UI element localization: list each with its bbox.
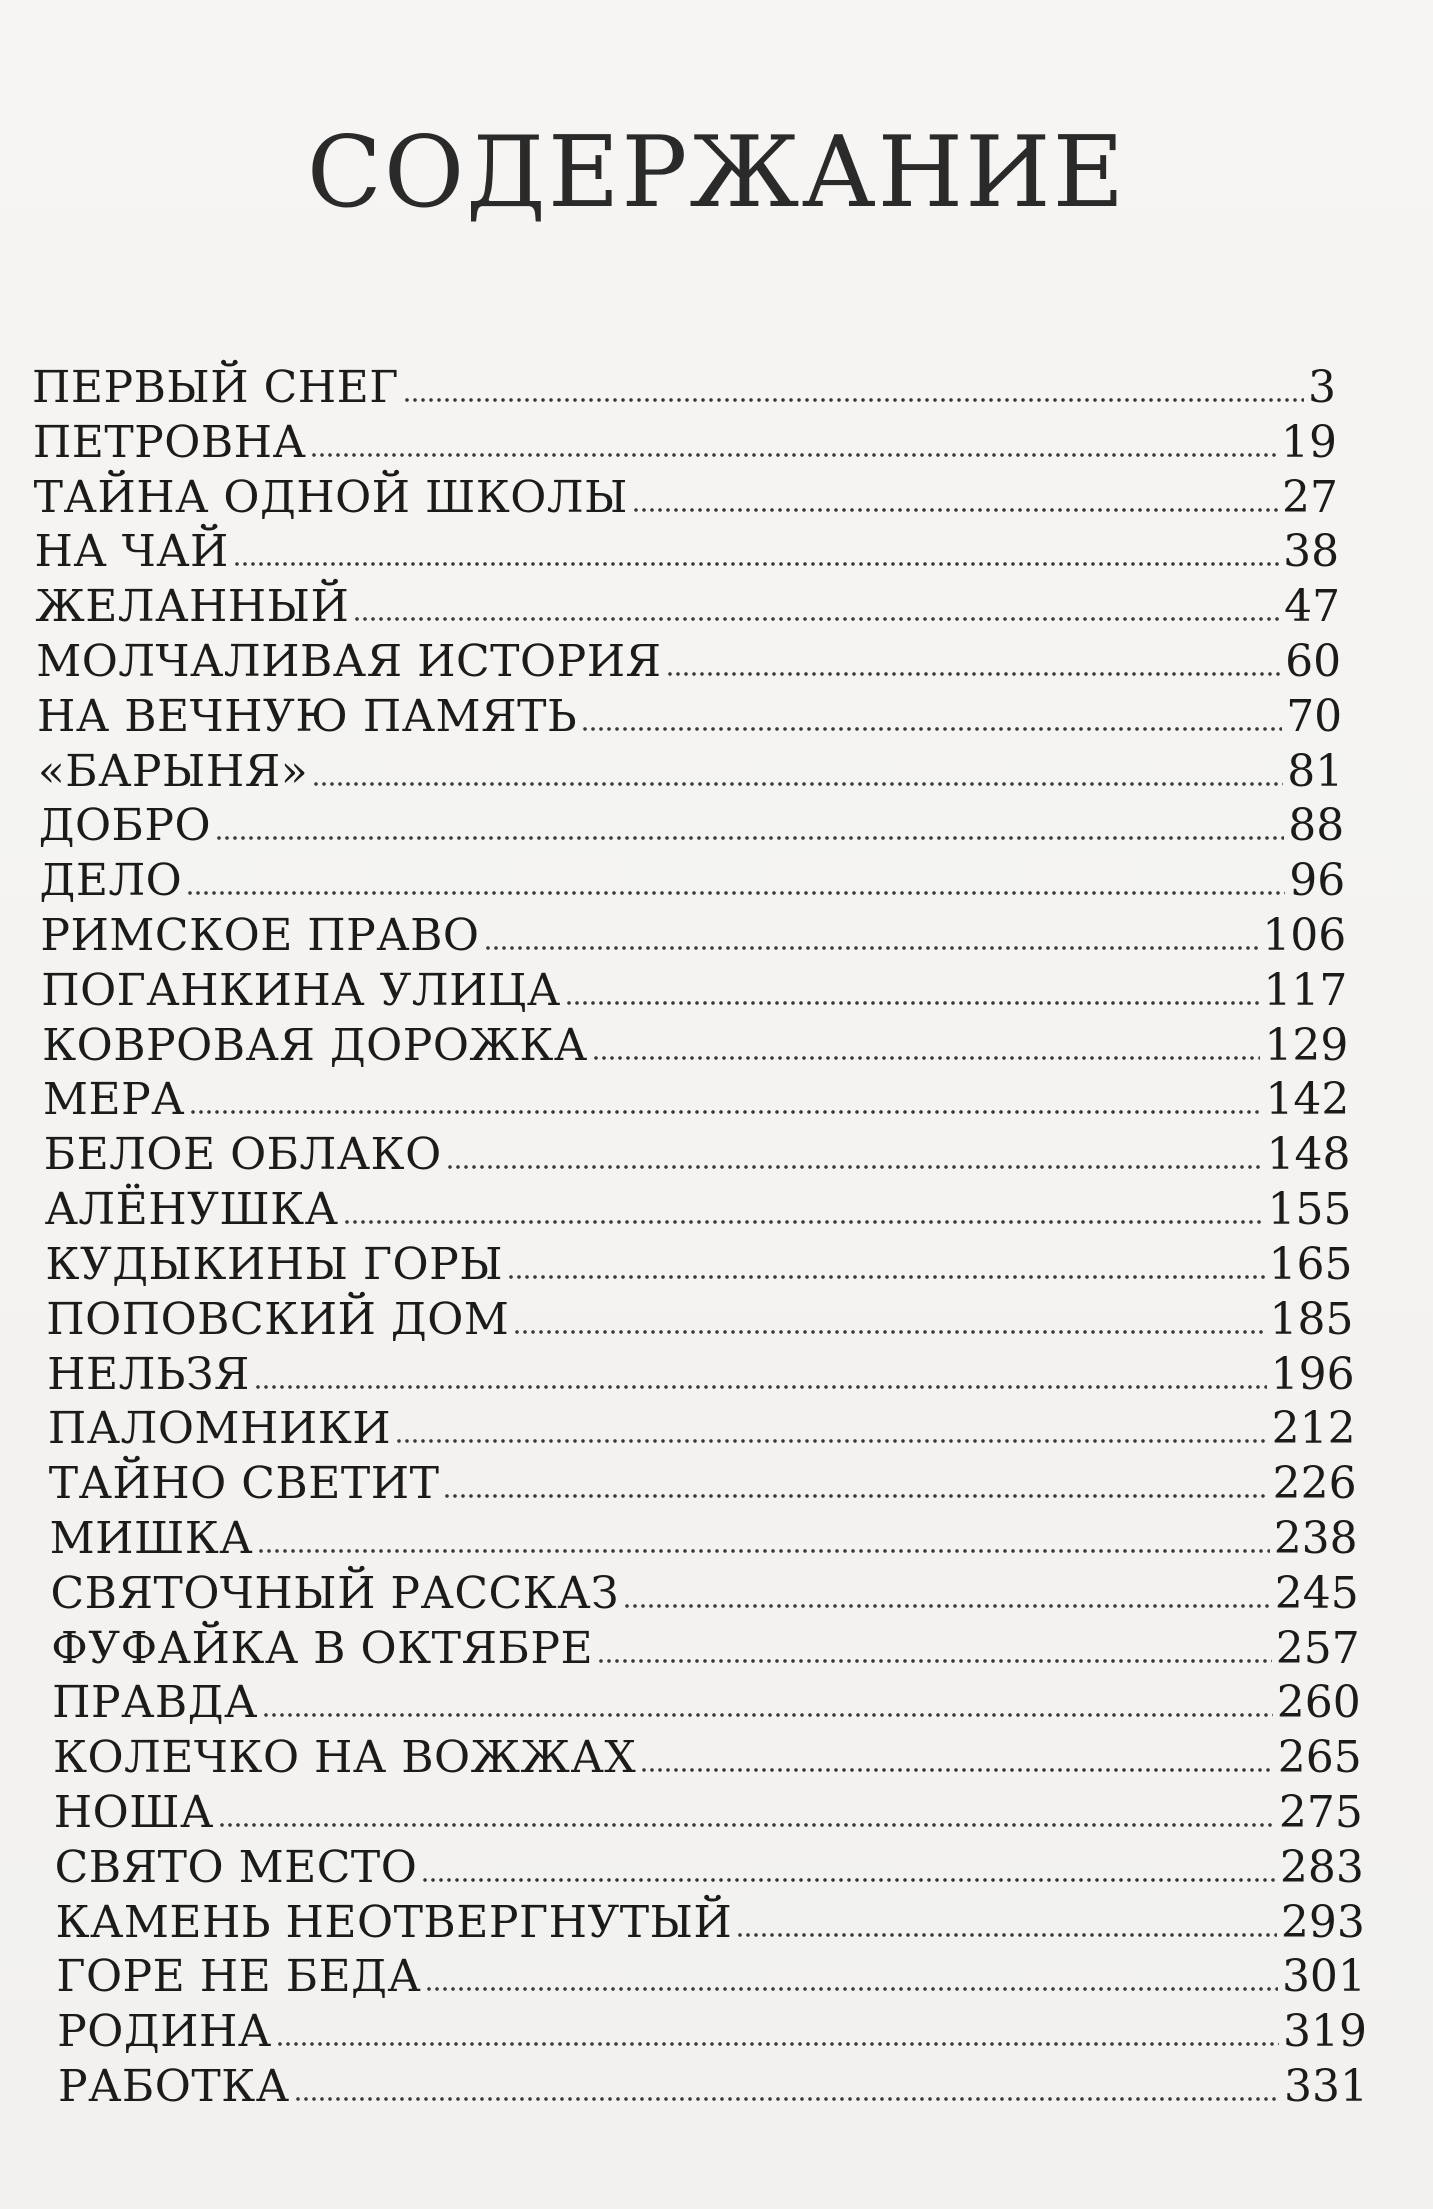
toc-entry <box>40 906 1347 962</box>
toc-entry <box>51 1619 1360 1674</box>
toc-dot-leader <box>513 1328 1265 1336</box>
toc-entry-page-number: 27 <box>1282 471 1339 523</box>
toc-entry-title: МЕРА <box>42 1074 185 1126</box>
toc-entry <box>42 1070 1350 1126</box>
toc-entry <box>33 468 1339 523</box>
toc-entry-title: МИШКА <box>49 1512 254 1564</box>
toc-entry-page-number: 301 <box>1281 1951 1366 2003</box>
page-title: СОДЕРЖАНИЕ <box>306 115 1127 230</box>
toc-entry <box>46 1290 1354 1345</box>
toc-entry <box>55 1893 1365 1948</box>
toc-entry-page-number: 19 <box>1281 416 1338 468</box>
toc-entry-title: КАМЕНЬ НЕОТВЕРГНУТЫЙ <box>55 1896 733 1948</box>
toc-entry <box>42 1016 1349 1071</box>
toc-dot-leader <box>507 1273 1265 1281</box>
toc-entry-title: НА ЧАЙ <box>34 526 229 578</box>
toc-entry <box>45 1235 1353 1290</box>
toc-entry-page-number: 155 <box>1267 1184 1352 1236</box>
toc-dot-leader <box>565 999 1260 1007</box>
toc-entry-page-number: 275 <box>1278 1786 1363 1838</box>
toc-entry-title: РОДИНА <box>57 2006 272 2058</box>
toc-entry-page-number: 226 <box>1272 1458 1357 1510</box>
toc-entry <box>37 742 1344 797</box>
toc-dot-leader <box>597 1657 1272 1665</box>
toc-entry-title: ТАЙНА ОДНОЙ ШКОЛЫ <box>33 471 628 523</box>
toc-entry <box>36 632 1342 688</box>
toc-entry-page-number: 148 <box>1266 1129 1351 1181</box>
toc-entry-page-number: 3 <box>1308 362 1336 413</box>
toc-entry-title: ДЕЛО <box>39 855 183 907</box>
toc-entry-page-number: 212 <box>1271 1403 1356 1455</box>
toc-entry-page-number: 70 <box>1286 690 1343 742</box>
toc-entry <box>48 1454 1357 1510</box>
toc-entry <box>57 2002 1367 2058</box>
toc-entry-title: ПОПОВСКИЙ ДОМ <box>46 1293 510 1345</box>
toc-entry-page-number: 196 <box>1270 1348 1355 1400</box>
toc-dot-leader <box>312 780 1283 788</box>
toc-entry <box>54 1838 1364 1893</box>
toc-entry-page-number: 129 <box>1264 1019 1349 1071</box>
toc-dot-leader <box>395 1437 1267 1445</box>
toc-entry-title: ГОРЕ НЕ БЕДА <box>56 1951 422 2003</box>
toc-entry <box>52 1673 1361 1729</box>
toc-entry-title: ПЕТРОВНА <box>32 416 307 468</box>
toc-entry-page-number: 60 <box>1285 636 1342 688</box>
toc-dot-leader <box>421 1876 1276 1884</box>
toc-entry <box>56 1947 1366 2003</box>
toc-dot-leader <box>218 1821 1275 1829</box>
toc-entry-page-number: 106 <box>1262 910 1347 962</box>
toc-entry-page-number: 260 <box>1276 1677 1361 1729</box>
toc-entry-page-number: 293 <box>1280 1896 1365 1948</box>
toc-entry <box>32 413 1338 468</box>
toc-entry-page-number: 96 <box>1289 855 1346 907</box>
toc-entry <box>53 1783 1363 1838</box>
toc-entry-page-number: 185 <box>1269 1293 1354 1345</box>
toc-dot-leader <box>343 1218 1264 1226</box>
toc-entry-title: ТАЙНО СВЕТИТ <box>48 1458 440 1510</box>
toc-entry-page-number: 142 <box>1265 1074 1350 1126</box>
toc-dot-leader <box>186 889 1285 897</box>
toc-dot-leader <box>666 670 1282 678</box>
toc-entry-page-number: 319 <box>1282 2006 1367 2058</box>
toc-dot-leader <box>623 1602 1271 1610</box>
toc-entry-title: ПЕРВЫЙ СНЕГ <box>32 362 399 413</box>
toc-entry-page-number: 81 <box>1287 745 1344 797</box>
toc-entry-page-number: 117 <box>1263 964 1348 1016</box>
toc-dot-leader <box>215 834 1284 842</box>
toc-entry-page-number: 331 <box>1284 2061 1368 2112</box>
toc-entry-page-number: 245 <box>1274 1567 1359 1619</box>
toc-entry-page-number: 238 <box>1273 1512 1358 1564</box>
toc-entry-title: СВЯТОЧНЫЙ РАССКАЗ <box>50 1567 619 1619</box>
toc-entry-title: КОВРОВАЯ ДОРОЖКА <box>42 1019 588 1071</box>
toc-dot-leader <box>403 396 1304 404</box>
toc-entry <box>38 796 1345 852</box>
toc-entry-page-number: 88 <box>1288 800 1345 852</box>
toc-entry <box>47 1345 1355 1400</box>
toc-entry <box>39 851 1346 907</box>
toc-dot-leader <box>257 1547 1270 1555</box>
toc-dot-leader <box>484 944 1259 952</box>
toc-entry-title: ДОБРО <box>38 800 212 852</box>
toc-entry-title: КОЛЕЧКО НА ВОЖЖАХ <box>52 1732 637 1784</box>
toc-entry <box>52 1728 1362 1784</box>
toc-entry-title: РИМСКОЕ ПРАВО <box>40 910 480 962</box>
toc-entry <box>34 522 1340 578</box>
toc-entry <box>47 1399 1356 1455</box>
toc-entry <box>41 961 1348 1016</box>
toc-dot-leader <box>443 1492 1268 1500</box>
toc-entry-page-number: 165 <box>1268 1238 1353 1290</box>
toc-dot-leader <box>640 1766 1274 1774</box>
toc-entry-page-number: 283 <box>1279 1841 1364 1893</box>
toc-dot-leader <box>581 725 1282 733</box>
toc-dot-leader <box>632 506 1278 514</box>
toc-entry <box>35 577 1341 633</box>
toc-entry-title: СВЯТО МЕСТО <box>54 1841 418 1893</box>
toc-entry-title: ПРАВДА <box>52 1677 258 1729</box>
toc-dot-leader <box>189 1108 1261 1116</box>
toc-entry-title: МОЛЧАЛИВАЯ ИСТОРИЯ <box>36 636 662 688</box>
toc-dot-leader <box>276 2040 1279 2048</box>
toc-entry-title: НЕЛЬЗЯ <box>47 1348 250 1400</box>
toc-entry-title: ЖЕЛАННЫЙ <box>35 581 350 633</box>
toc-entry <box>49 1509 1358 1564</box>
toc-dot-leader <box>233 560 1279 568</box>
toc-entry <box>43 1125 1351 1181</box>
toc-entry-title: НОША <box>53 1786 214 1838</box>
toc-dot-leader <box>310 451 1277 459</box>
toc-dot-leader <box>262 1711 1273 1719</box>
toc-entry <box>50 1564 1359 1619</box>
toc-entry-title: ПОГАНКИНА УЛИЦА <box>41 964 561 1016</box>
toc-dot-leader <box>446 1163 1263 1171</box>
toc-dot-leader <box>353 615 1280 623</box>
toc-entry-page-number: 265 <box>1277 1732 1362 1784</box>
toc-entry <box>32 358 1336 413</box>
toc-entry-page-number: 47 <box>1284 581 1341 633</box>
toc-entry-title: АЛЁНУШКА <box>44 1184 339 1236</box>
toc-entry-title: ФУФАЙКА В ОКТЯБРЕ <box>51 1622 594 1674</box>
toc-entry-title: РАБОТКА <box>58 2061 290 2112</box>
toc-entry-page-number: 38 <box>1283 526 1340 578</box>
toc-entry-title: КУДЫКИНЫ ГОРЫ <box>45 1238 503 1290</box>
toc-entry <box>44 1180 1352 1236</box>
toc-entry <box>58 2057 1368 2112</box>
toc-entry-title: ПАЛОМНИКИ <box>47 1403 392 1455</box>
toc-dot-leader <box>736 1931 1277 1939</box>
toc-dot-leader <box>294 2095 1280 2103</box>
toc-entry-page-number: 257 <box>1275 1622 1360 1674</box>
toc-entry-title: НА ВЕЧНУЮ ПАМЯТЬ <box>37 690 578 742</box>
toc-dot-leader <box>425 1985 1278 1993</box>
toc-entry <box>37 687 1343 742</box>
toc-entry-title: «БАРЫНЯ» <box>37 745 309 797</box>
toc-dot-leader <box>254 1383 1267 1391</box>
toc-dot-leader <box>592 1054 1261 1062</box>
toc-entry-title: БЕЛОЕ ОБЛАКО <box>43 1129 442 1181</box>
